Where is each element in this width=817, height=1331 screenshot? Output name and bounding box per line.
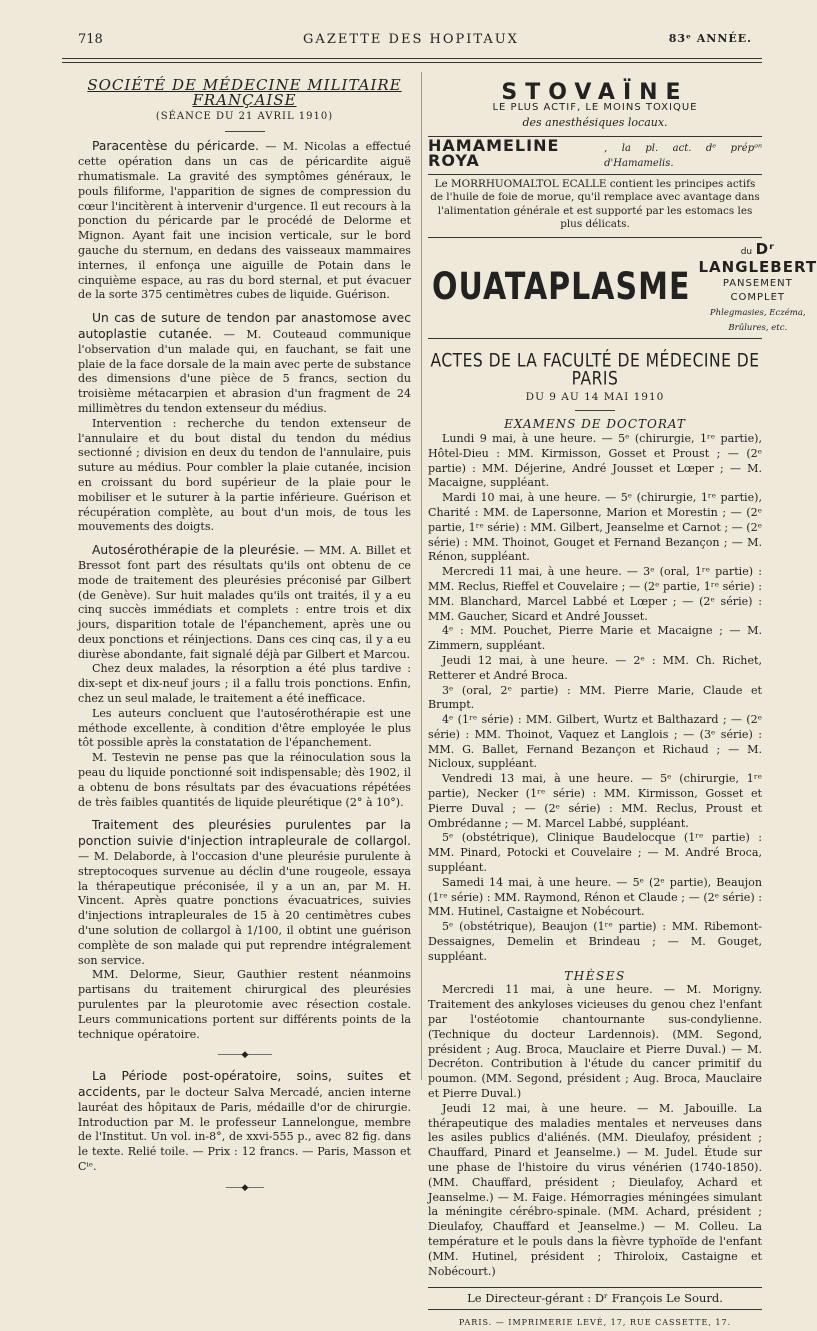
ouataplasme-uses: Phlegmasies, Eczéma, Brûlures, etc. [709, 308, 806, 333]
exams-list [428, 432, 762, 965]
exam-entry: 4ᵉ : MM. Pouchet, Pierre Marie et Macaigne ; — M. Zimmern, suppléant. [428, 624, 762, 653]
exams-heading: EXAMENS DE DOCTORAT [504, 417, 686, 432]
session-date: (SÉANCE DU 21 AVRIL 1910) [155, 110, 334, 122]
article-body: — M. Nicolas a effectué cette opération dans un cas de péricardite aiguë rhumatismale. La gravité des symptômes généraux, le pouls filiforme, l'apparition de signes de compression du cœur l'incitèrent à intervenir d'urgence. Il eut recours à la ponction du péricarde par le procédé de Delorme et Mignon. Ayant fait une incision verticale, sur le bord gauche du sternum, en dedans des vaisseaux mammaires internes, il enfonça une aiguille de Potain dans le cinquième espace, au ras du bord sternal, et put évacuer de la sorte 375 centimètres cubes de liquide. Guérison. [78, 140, 411, 302]
article-tendon [78, 311, 411, 535]
page-header [62, 28, 760, 52]
volume-year: 83ᵉ ANNÉE. [668, 32, 752, 45]
book-body: par le docteur Salva Mercadé, ancien interne lauréat des hôpitaux de Paris, médaille d'or de chirurgie. Introduction par M. le professeur Lannelongue, membre de l'Institut. Un vol. in-8°, de xxvi-555 p., avec 82 fig. dans le texte. Relié toile. — Prix : 12 francs. — Paris, Masson et Cⁱᵉ. [78, 1086, 411, 1173]
hamameline-name: HAMAMELINE ROYA [428, 136, 560, 171]
theses-list [428, 983, 762, 1279]
article-autoserotherapie [78, 543, 411, 810]
article-paragraph: Intervention : recherche du tendon extenseur de l'annulaire et du bout distal du tendon du médius sectionné ; division en deux du tendon de l'annulaire, puis suture au médius. Pour combler la plaie cutanée, incision en croissant du bord supérieur de la plaie pour le mobiliser et le suturer à la partie inférieure. Guérison et récupération complète, au bout d'un mois, de tous les mouvements des doigts. [78, 416, 411, 534]
faculty-dates: DU 9 AU 14 MAI 1910 [525, 391, 665, 404]
exam-entry: 4ᵉ (1ʳᵉ série) : MM. Gilbert, Wurtz et Balthazard ; — (2ᵉ série) : MM. Thoinot, Vaquez et Langlois ; — (3ᵉ série) : MM. G. Ballet, Fernand Bezançon et Richaud ; — M. Nicloux, suppléant. [428, 713, 762, 771]
header-rule-double [62, 62, 762, 63]
exam-entry: 5ᵉ (obstétrique), Beaujon (1ʳᵉ partie) : MM. Ribemont-Dessaignes, Demelin et Brindeau ; — M. Gouget, suppléant. [428, 920, 762, 963]
article-pericarde [78, 139, 411, 303]
ouataplasme-pansement: PANSEMENT COMPLET [722, 277, 793, 304]
exam-entry: 3ᵉ (oral, 2ᵉ partie) : MM. Pierre Marie, Claude et Brumpt. [428, 683, 762, 712]
article-title: Paracentèse du péricarde. [92, 139, 259, 154]
faculty-title: ACTES DE LA FACULTÉ DE MÉDECINE DE PARIS [430, 349, 760, 389]
society-title: SOCIÉTÉ DE MÉDECINE MILITAIRE FRANÇAISE [87, 76, 402, 109]
article-pleuresies [78, 818, 411, 1042]
theses-heading: THÈSES [564, 968, 626, 983]
article-body: — M. Delaborde, à l'occasion d'une pleurésie purulente à streptocoques survenue au déclin d'une rougeole, essaya la thérapeutique préconisée, il y a un an, par M. H. Vincent. Après quatre ponctions évacuatrices, suivies d'injections intrapleurales de 15 à 20 centimètres cubes d'une solution de collargol à 1/100, il obtint une guérison complète de son malade qui put reprendre intégralement son service. [78, 850, 411, 967]
ornament-separator: ———◆——— [217, 1050, 272, 1061]
article-paragraph: MM. Delorme, Sieur, Gauthier restent néanmoins partisans du traitement chirurgical des pleurésies purulentes par la pleurotomie avec résection costale. Leurs communications portent sur différents points de la technique opératoire. [78, 968, 411, 1041]
stovaine-title: STOVAÏNE [501, 80, 689, 105]
ouataplasme-doctor: Dʳ LANGLEBERT [698, 239, 817, 276]
exam-entry: Jeudi 12 mai, à une heure. — 2ᵉ : MM. Ch. Richet, Retterer et André Broca. [428, 653, 762, 682]
exam-entry: Mardi 10 mai, à une heure. — 5ᵉ (chirurgie, 1ʳᵉ partie), Charité : MM. de Lapersonne, Marion et Morestin ; — (2ᵉ partie, 1ʳᵉ série) : MM. Gilbert, Jeanselme et Carnot ; — (2ᵉ série) : MM. Thoinot, Gouget et Fernand Bezançon ; — M. Rénon, suppléant. [428, 491, 762, 564]
exam-entry: Vendredi 13 mai, à une heure. — 5ᵉ (chirurgie, 1ʳᵉ partie), Necker (1ʳᵉ série) : MM. Kirmisson, Gosset et Pierre Duval ; — (2ᵉ série) : MM. Reclus, Proust et Ombrédanne ; — M. Marcel Labbé, suppléant. [428, 772, 762, 830]
short-rule [575, 410, 615, 411]
stovaine-tagline: des anesthésiques locaux. [522, 115, 668, 129]
these-entry: Jeudi 12 mai, à une heure. — M. Jabouille. La thérapeutique des maladies mentales et nerveuses dans les asiles publics d'aliénés. (MM. Dieulafoy, président ; Chauffard, Pinard et Jeanselme.) — M. Judel. Étude sur une phase de l'histoire du virus vénérien (1740-1850). (MM. Chauffard, président ; Dieulafoy, Achard et Jeanselme.) — M. Faige. Hémorragies méningées simulant la méningite cérébro-spinale. (MM. Achard, président ; Dieulafoy, Chauffard et Jeanselme.) — M. Colleu. La température et le pouls dans la fièvre typhoïde de l'enfant (MM. Hutinel, président ; Thiroloix, Castaigne et Nobécourt.) [428, 1101, 762, 1278]
journal-title: GAZETTE DES HOPITAUX [303, 32, 519, 47]
short-rule [225, 131, 265, 132]
exam-entry: 5ᵉ (obstétrique), Clinique Baudelocque (1ʳᵉ partie) : MM. Pinard, Potocki et Couvelaire ; — M. André Broca, suppléant. [428, 831, 762, 875]
these-entry: Mercredi 11 mai, à une heure. — M. Morigny. Traitement des ankyloses vicieuses du genou chez l'enfant par l'ostéotomie chantournante sus-condylienne. (Technique du docteur Lardennois). (MM. Segond, président ; Aug. Broca, Mauclaire et Pierre Duval.) — M. Decréton. Contribution à l'étude du cancer primitif du poumon. (MM. Segond, président ; Aug. Broca, Mauclaire et Pierre Duval.) [428, 983, 762, 1101]
gerant-line: Le Directeur-gérant : Dʳ François Le Sourd. [428, 1287, 762, 1310]
article-paragraph: M. Testevin ne pense pas que la réinoculation sous la peau du liquide ponctionné soit indispensable; dès 1902, il a obtenu de bons résultats par des évacuations répétées de très faibles quantités de liquide pleurétique (2° à 10°). [78, 751, 411, 809]
ad-hamameline [428, 136, 762, 175]
exam-entry: Lundi 9 mai, à une heure. — 5ᵉ (chirurgie, 1ʳᵉ partie), Hôtel-Dieu : MM. Kirmisson, Gosset et Proust ; — (2ᵉ partie) : MM. Déjerine, André Jousset et Lœper ; — M. Macaigne, suppléant. [428, 431, 762, 490]
book-title: La Période post-opératoire, soins, suites et accidents, [78, 1069, 411, 1099]
article-paragraph: Les auteurs concluent que l'autosérothérapie est une méthode excellente, à condition d'être employée le plus tôt possible après la constatation de l'épanchement. [78, 706, 411, 750]
article-title: Un cas de suture de tendon par anastomose avec autoplastie cutanée. [78, 311, 411, 341]
stovaine-subtitle: LE PLUS ACTIF, LE MOINS TOXIQUE [492, 101, 698, 113]
book-notice [78, 1069, 411, 1175]
ad-ouataplasme [428, 237, 817, 339]
article-title: Traitement des pleurésies purulentes par la ponction suivie d'injection intrapleurale de collargol. [78, 818, 411, 849]
left-column [78, 78, 411, 1202]
article-body: — MM. A. Billet et Bressot font part des résultats qu'ils ont obtenu de ce mode de traitement des pleurésies préconisé par Gilbert (de Genève). Sur huit malades qu'ils ont traités, il y a eu cinq succès immédiats et complets : entre trois et dix jours, disparition totale de l'épanchement, après une ou deux ponctions et réinjections. Dans ces cinq cas, il y a eu diurèse abondante, fait signalé déjà par Gilbert et Marcou. [78, 544, 412, 661]
ouataplasme-name: OUATAPLASME [432, 265, 691, 310]
article-body: — M. Couteaud communique l'observation d'un malade qui, en fauchant, se fait une plaie de la face dorsale de la main avec perte de substance des dimensions d'une pièce de 5 francs, section du troisième métacarpien et abrasion d'un fragment de 24 millimètres du tendon extenseur du médius. [78, 327, 411, 415]
ad-morrhuomaltol: Le MORRHUOMALTOL ECALLE contient les principes actifs de l'huile de foie de morue, qu'il remplace avec avantage dans l'alimentation générale et est supporté par les estomacs les plus délicats. [430, 177, 760, 231]
header-rule [62, 58, 762, 59]
ad-stovaine [428, 80, 762, 130]
imprimerie-line: PARIS. — IMPRIMERIE LEVÉ, 17, RUE CASSETTE, 17. [458, 1318, 732, 1328]
column-divider [421, 72, 422, 1080]
ornament-separator-end: ——◆—— [225, 1182, 264, 1193]
hamameline-desc: , la pl. act. dᵉ prépᵒⁿ d'Hamamelis. [604, 143, 762, 170]
page-number: 718 [78, 32, 103, 47]
exam-entry: Samedi 14 mai, à une heure. — 5ᵉ (2ᵉ partie), Beaujon (1ʳᵉ série) : MM. Raymond, Rénon et Claude ; — (2ᵉ série) : MM. Hutinel, Castaigne et Nobécourt. [428, 875, 762, 919]
exam-entry: Mercredi 11 mai, à une heure. — 3ᵉ (oral, 1ʳᵉ partie) : MM. Reclus, Rieffel et Couvelaire ; — (2ᵉ partie, 1ʳᵉ série) : MM. Blanchard, Marcel Labbé et Lœper ; — (2ᵉ série) : MM. Gaucher, Sicard et André Jousset. [428, 565, 762, 623]
ouataplasme-du: du [740, 246, 753, 257]
article-paragraph: Chez deux malades, la résorption a été plus tardive : dix-sept et dix-neuf jours ; il a fallu trois ponctions. Enfin, chez un seul malade, le traitement a été inefficace. [78, 662, 411, 706]
right-column [428, 80, 817, 1331]
article-title: Autosérothérapie de la pleurésie. [92, 543, 300, 558]
